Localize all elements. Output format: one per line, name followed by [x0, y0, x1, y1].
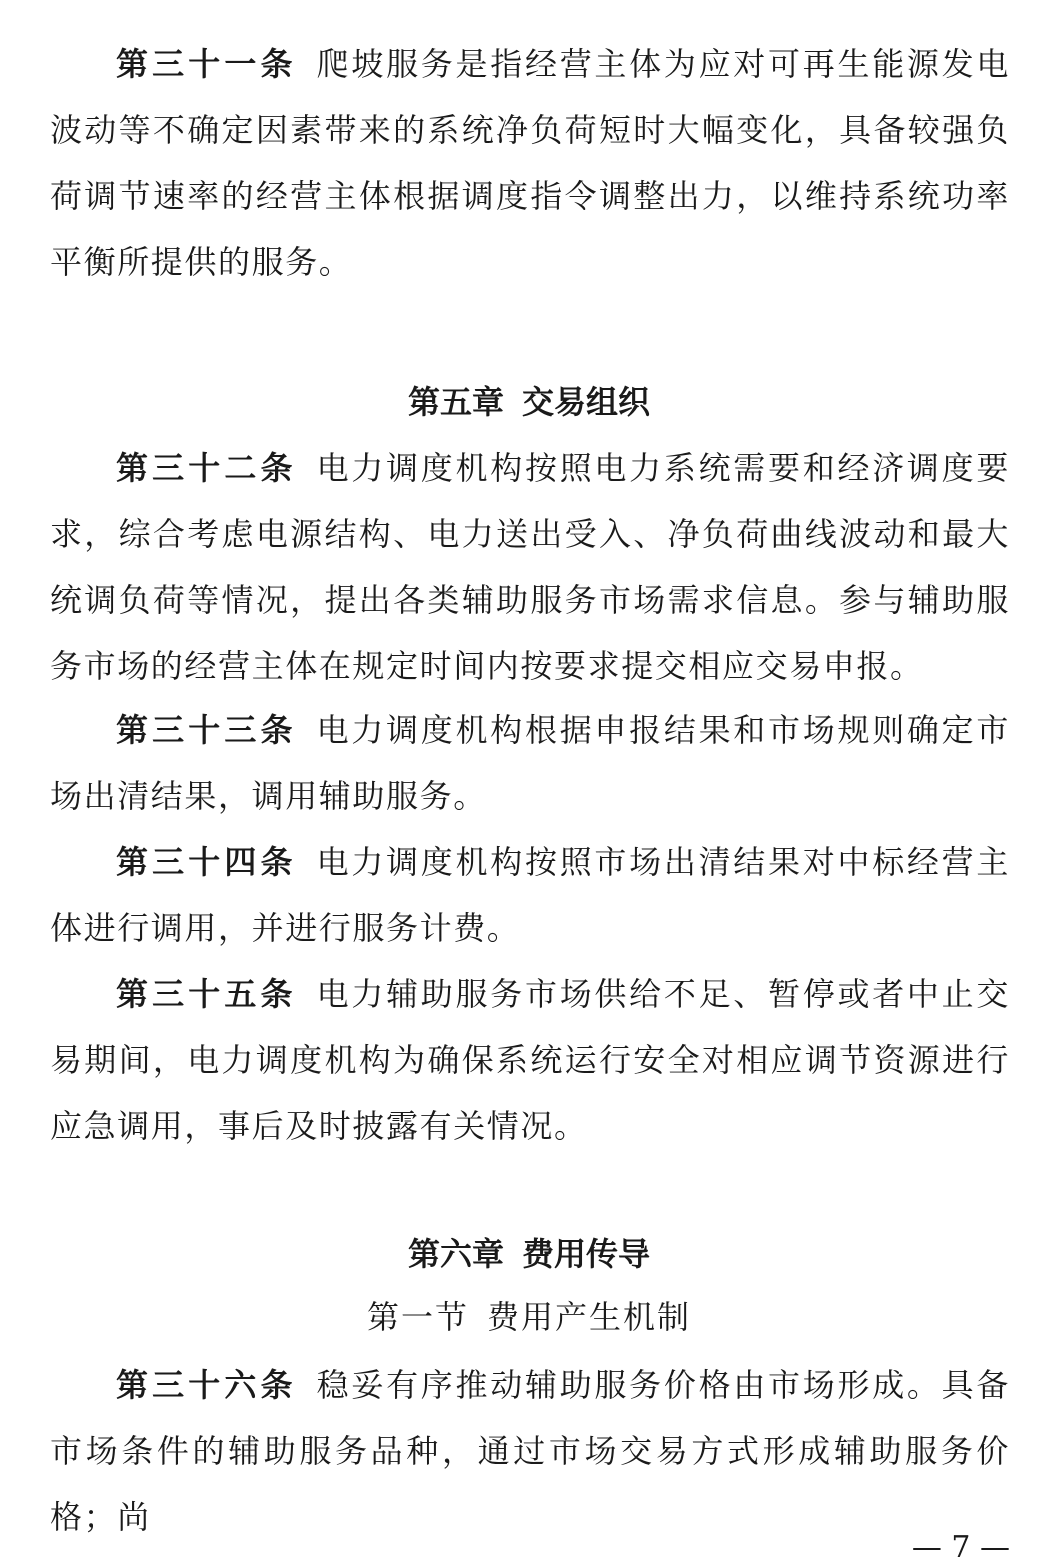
page-number: — 7 —	[911, 1530, 1010, 1565]
chapter-name: 费用传导	[522, 1235, 651, 1273]
article-31	[50, 31, 1010, 295]
article-text: 电力调度机构按照市场出清结果对中标经营主体进行调用，并进行服务计费。	[50, 843, 1010, 947]
chapter-heading-6	[0, 1234, 1058, 1274]
article-title: 第三十一条	[116, 45, 297, 83]
chapter-number: 第六章	[407, 1235, 504, 1273]
article-title: 第三十六条	[116, 1366, 297, 1404]
article-36	[50, 1352, 1010, 1550]
article-title: 第三十二条	[116, 449, 297, 487]
article-text: 电力调度机构按照电力系统需要和经济调度要求，综合考虑电源结构、电力送出受入、净负荷曲线波动和最大统调负荷等情况，提出各类辅助服务市场需求信息。参与辅助服务市场的经营主体在规定时间内按要求提交相应交易申报。	[50, 449, 1010, 685]
section-name: 费用产生机制	[487, 1298, 692, 1336]
article-33	[50, 697, 1010, 829]
section-heading-1	[0, 1297, 1058, 1337]
article-title: 第三十四条	[116, 843, 297, 881]
section-number: 第一节	[366, 1298, 469, 1336]
chapter-number: 第五章	[407, 383, 504, 421]
article-34	[50, 829, 1010, 961]
article-32	[50, 435, 1010, 699]
article-title: 第三十五条	[116, 975, 297, 1013]
chapter-name: 交易组织	[522, 383, 651, 421]
article-text: 稳妥有序推动辅助服务价格由市场形成。具备市场条件的辅助服务品种，通过市场交易方式形成辅助服务价格；尚	[50, 1366, 1010, 1536]
article-title: 第三十三条	[116, 711, 297, 749]
chapter-heading-5	[0, 382, 1058, 422]
article-text: 电力辅助服务市场供给不足、暂停或者中止交易期间，电力调度机构为确保系统运行安全对相应调节资源进行应急调用，事后及时披露有关情况。	[50, 975, 1010, 1145]
article-text: 爬坡服务是指经营主体为应对可再生能源发电波动等不确定因素带来的系统净负荷短时大幅变化，具备较强负荷调节速率的经营主体根据调度指令调整出力，以维持系统功率平衡所提供的服务。	[50, 45, 1010, 281]
article-35	[50, 961, 1010, 1159]
article-text: 电力调度机构根据申报结果和市场规则确定市场出清结果，调用辅助服务。	[50, 711, 1010, 815]
